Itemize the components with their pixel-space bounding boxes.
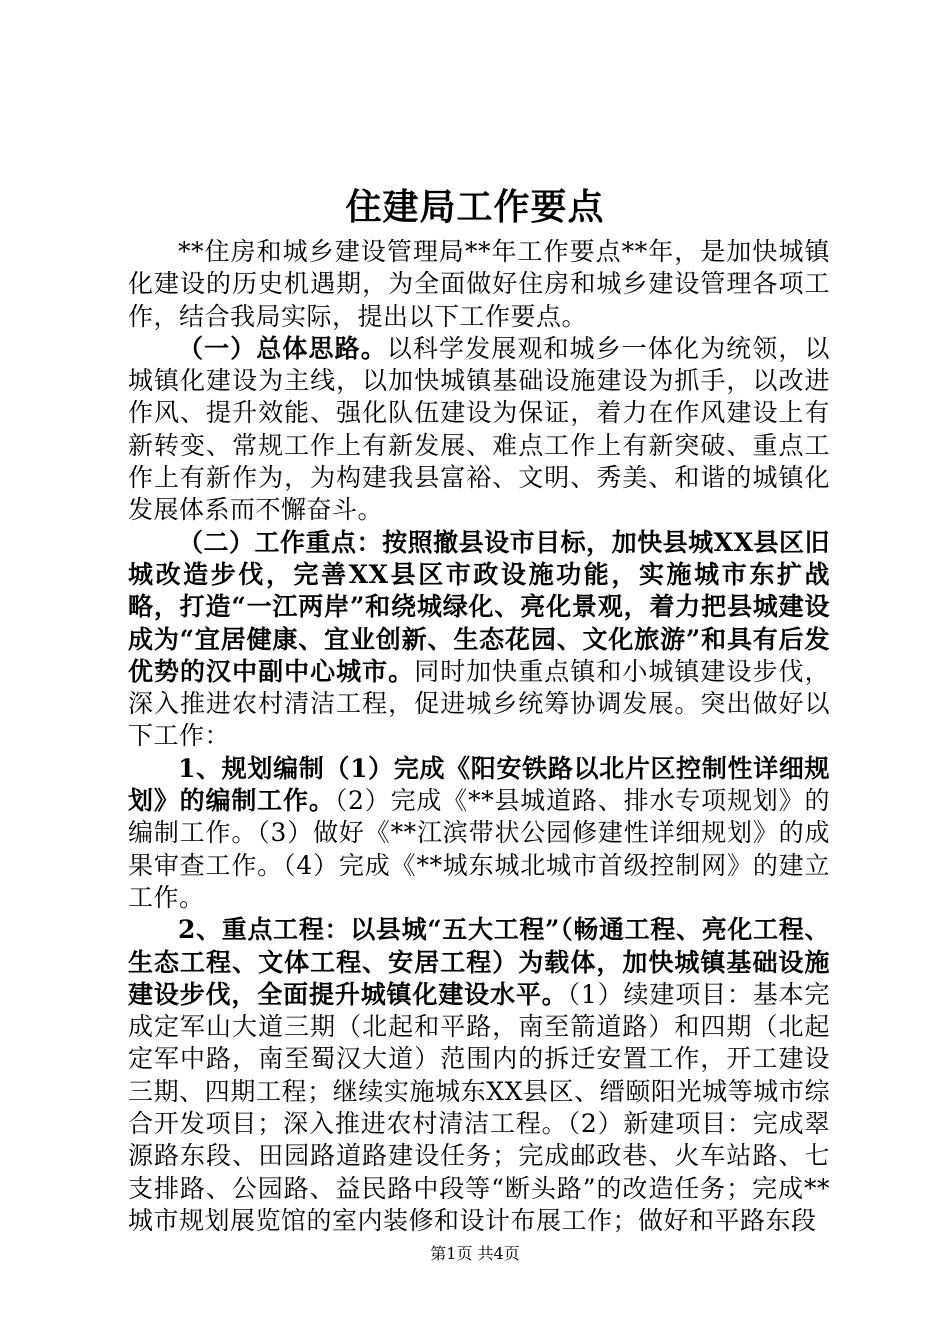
paragraph-text: 以科学发展观和城乡一体化为统领，以城镇化建设为主线，以加快城镇基础设施建设为抓手，以改进作风、提升效能、强化队伍建设为保证，着力在作风建设上有新转变、常规工作上有新发展、难点工作上有新突破、重点工作上有新作为，为构建我县富裕、文明、秀美、和谐的城镇化发展体系而不懈奋斗。: [128, 333, 830, 525]
paragraph-overall-approach: [128, 333, 830, 527]
document-body: [128, 236, 830, 1237]
paragraph-text: 同时加快重点镇和小城镇建设步伐，深入推进农村清洁工程，促进城乡统筹协调发展。突出做好以下工作：: [128, 656, 830, 751]
paragraph-key-projects: [128, 914, 830, 1237]
paragraph-lead: （二）工作重点：按照撤县设市目标，加快县城XX县区旧城改造步伐，完善XX县区市政设施功能，实施城市东扩战略，打造“一江两岸”和绕城绿化、亮化景观，着力把县城建设成为“宜居健康、宜业创新、生态花园、文化旅游”和具有后发优势的汉中副中心城市。: [128, 527, 830, 686]
paragraph-intro: [128, 236, 830, 333]
paragraph-text: （2）完成《**县城道路、排水专项规划》的编制工作。（3）做好《**江滨带状公园修建性详细规划》的成果审查工作。（4）完成《**城东城北城市首级控制网》的建立工作。: [128, 786, 830, 912]
paragraph-planning: [128, 753, 830, 914]
page-number-footer: 第1页 共4页: [430, 1244, 520, 1263]
document-title: 住建局工作要点: [345, 186, 605, 228]
paragraph-lead: （一）总体思路。: [178, 333, 387, 363]
paragraph-lead: 1、规划编制（1）完成《阳安铁路以北片区控制性详细规划》的编制工作。: [128, 753, 830, 816]
paragraph-work-focus: [128, 527, 830, 753]
paragraph-lead: 2、重点工程：以县城“五大工程”（畅通工程、亮化工程、生态工程、文体工程、安居工程）为载体，加快城镇基础设施建设步伐，全面提升城镇化建设水平。: [128, 915, 830, 1009]
paragraph-text: （1）续建项目：基本完成定军山大道三期（北起和平路，南至箭道路）和四期（北起定军中路，南至蜀汉大道）范围内的拆迁安置工作，开工建设三期、四期工程；继续实施城东XX县区、缙颐阳光城等城市综合开发项目；深入推进农村清洁工程。（2）新建项目：完成翠源路东段、田园路道路建设任务；完成邮政巷、火车站路、七支排路、公园路、益民路中段等“断头路”的改造任务；完成**城市规划展览馆的室内装修和设计布展工作；做好和平路东段: [128, 979, 830, 1235]
paragraph-text: **住房和城乡建设管理局**年工作要点**年，是加快城镇化建设的历史机遇期，为全面做好住房和城乡建设管理各项工作，结合我局实际，提出以下工作要点。: [128, 237, 830, 331]
